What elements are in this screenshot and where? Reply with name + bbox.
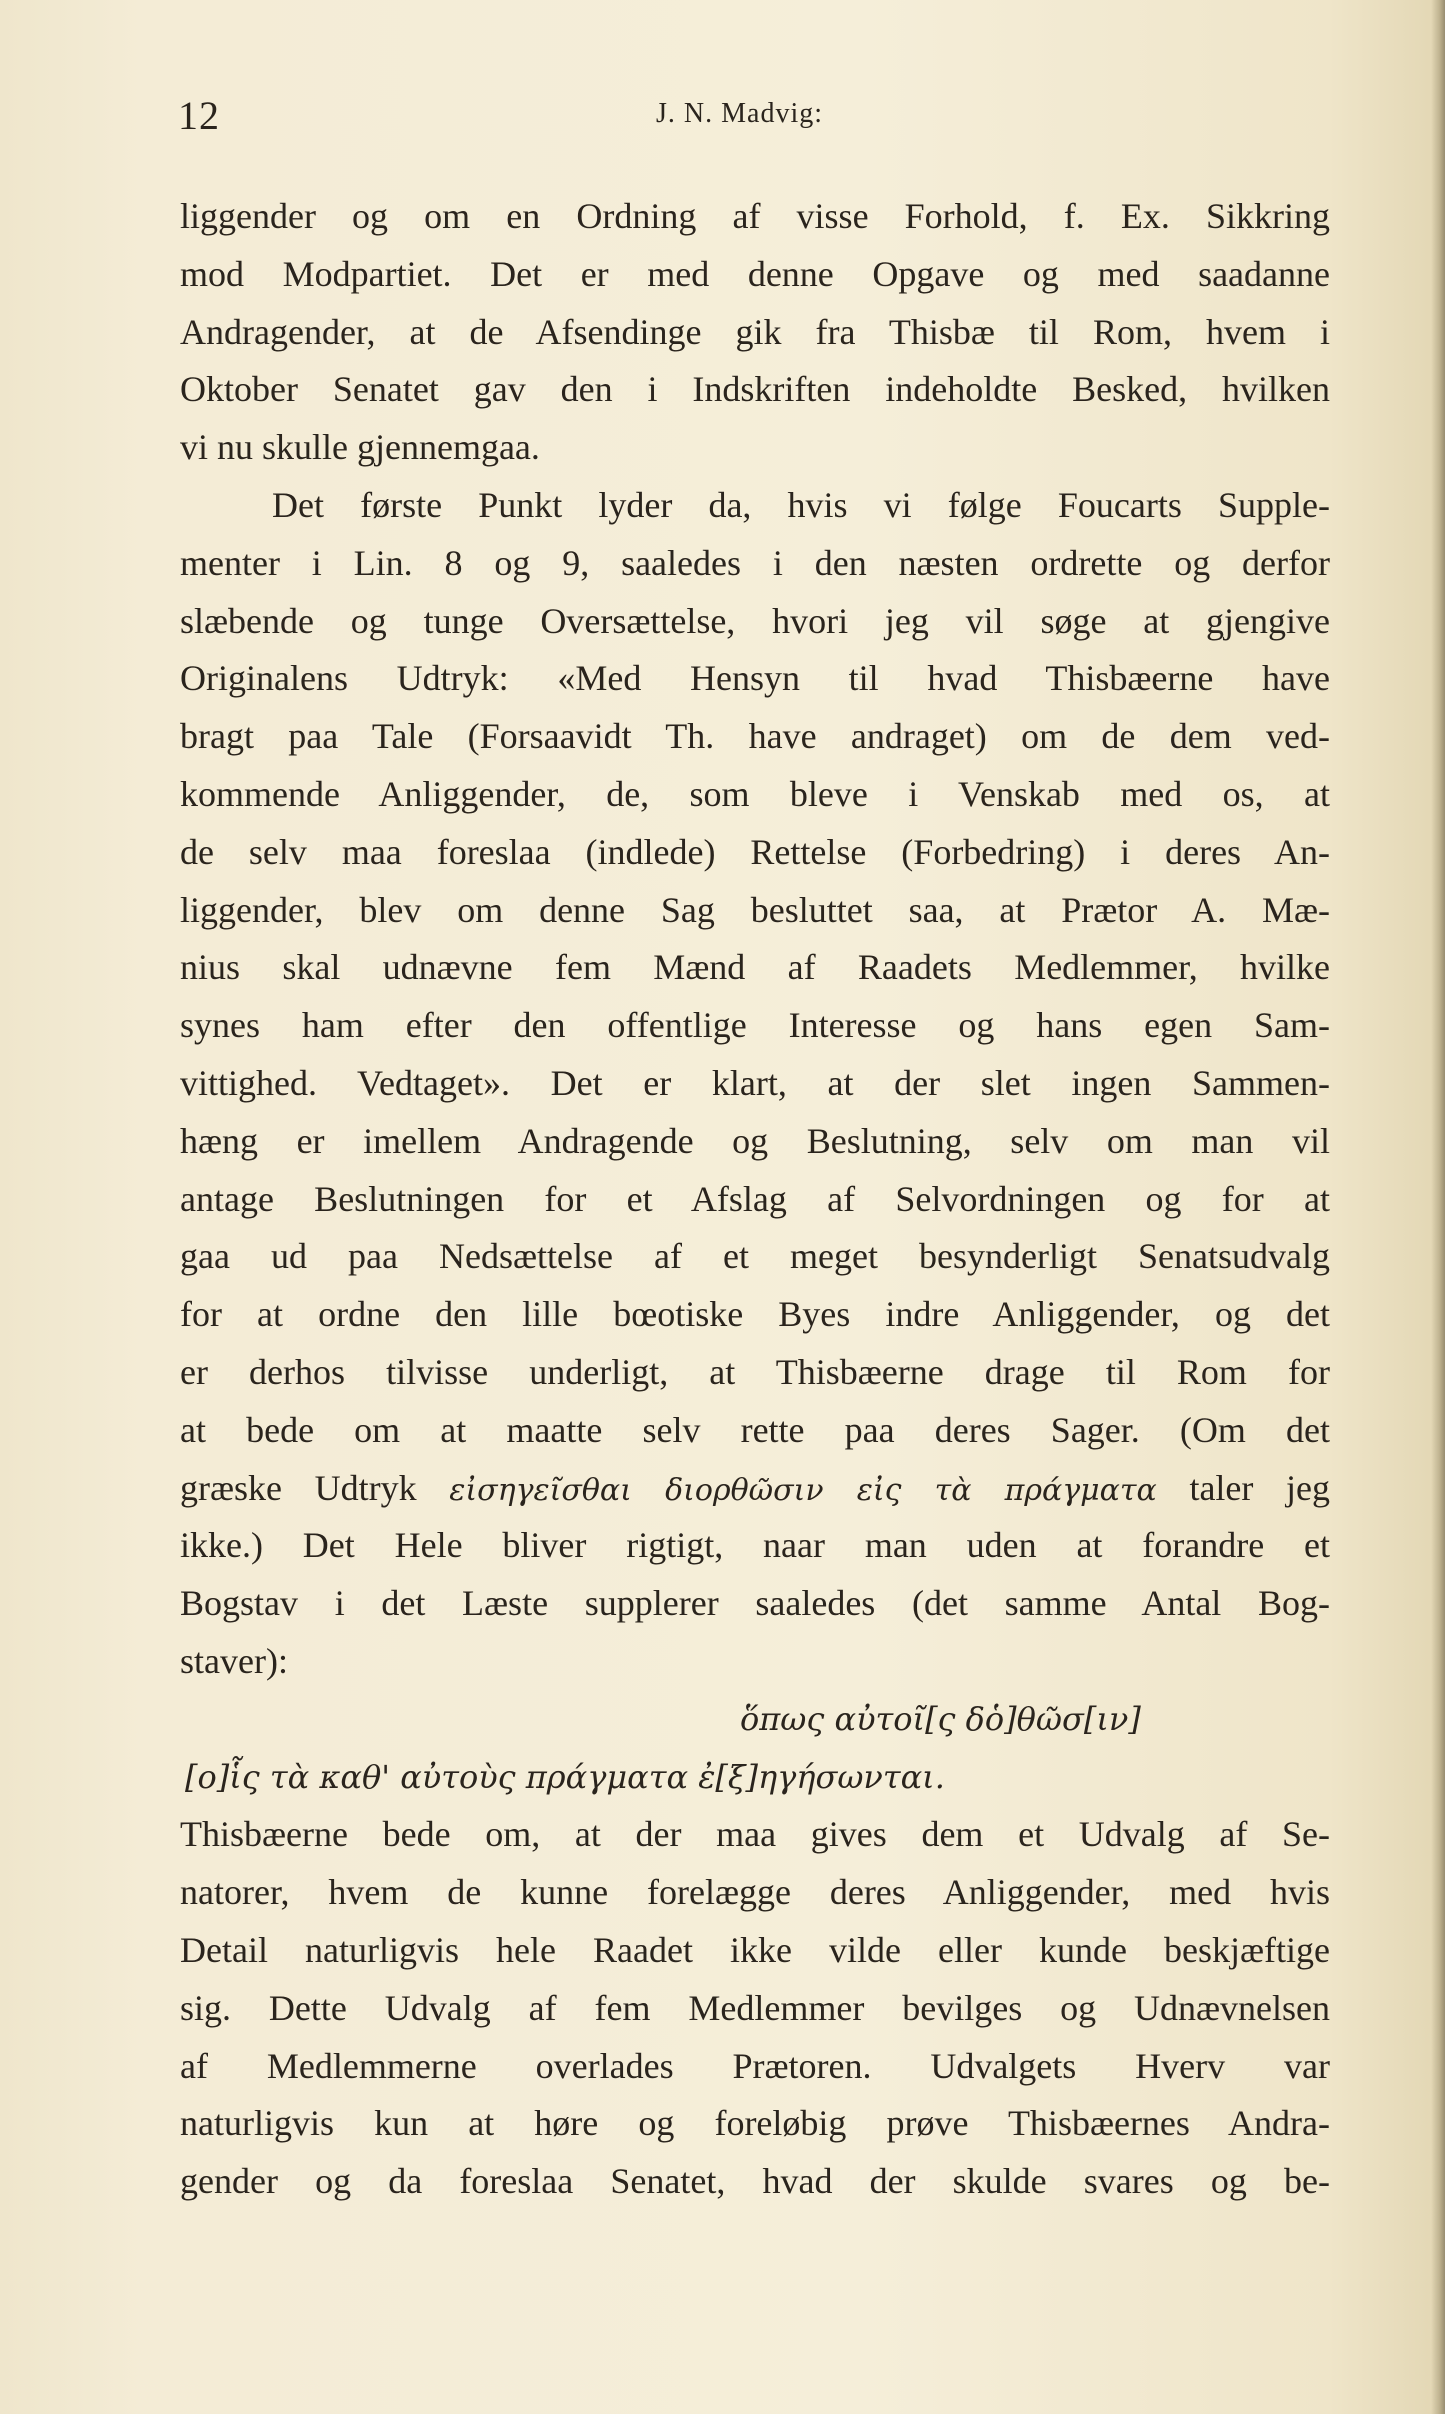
text-line: at bede om at maatte selv rette paa deres Sager. (Om det xyxy=(180,1409,1330,1450)
text-line: gender og da foreslaa Senatet, hvad der skulde svares og be- xyxy=(180,2161,1330,2202)
text-line: Originalens Udtryk: «Med Hensyn til hvad Thisbæerne have xyxy=(180,658,1330,699)
text-line: synes ham efter den offentlige Interesse og hans egen Sam- xyxy=(180,1005,1330,1046)
body-text xyxy=(180,188,1330,2211)
page-header xyxy=(178,92,1328,142)
text-line: af Medlemmerne overlades Prætoren. Udvalgets Hverv var xyxy=(180,2045,1330,2086)
text-line: slæbende og tunge Oversættelse, hvori jeg vil søge at gjengive xyxy=(180,600,1330,641)
text-line: natorer, hvem de kunne forelægge deres Anliggender, med hvis xyxy=(180,1872,1330,1913)
text-fragment: taler jeg xyxy=(1189,1467,1330,1508)
greek-quote-line: [ο]ἷς τὰ καθ' αὐτοὺς πράγματα ἐ[ξ]ηγήσωνται. xyxy=(185,1757,945,1796)
text-line: staver): xyxy=(180,1640,288,1681)
text-line: hæng er imellem Andragende og Beslutning, selv om man vil xyxy=(180,1120,1330,1161)
text-fragment: græske Udtryk xyxy=(180,1467,417,1508)
text-line: de selv maa foreslaa (indlede) Rettelse (Forbedring) i deres An- xyxy=(180,831,1330,872)
page-number: 12 xyxy=(178,93,220,138)
text-line: Oktober Senatet gav den i Indskriften indeholdte Besked, hvilken xyxy=(180,369,1330,410)
text-line: sig. Dette Udvalg af fem Medlemmer bevilges og Udnævnelsen xyxy=(180,1987,1330,2028)
text-line: ikke.) Det Hele bliver rigtigt, naar man uden at forandre et xyxy=(180,1525,1330,1566)
text-line-with-greek xyxy=(180,1460,1330,1518)
text-line: liggender, blev om denne Sag besluttet saa, at Prætor A. Mæ- xyxy=(180,889,1330,930)
text-line: bragt paa Tale (Forsaavidt Th. have andraget) om de dem ved- xyxy=(180,716,1330,757)
page-edge-shadow xyxy=(1431,0,1445,2414)
text-line: gaa ud paa Nedsættelse af et meget besynderligt Senatsudvalg xyxy=(180,1236,1330,1277)
greek-quote-line: ὅπως αὐτοῖ[ς δὁ]θῶσ[ιν] xyxy=(740,1699,1141,1738)
text-line: Andragender, at de Afsendinge gik fra Thisbæ til Rom, hvem i xyxy=(180,311,1330,352)
text-line: for at ordne den lille bœotiske Byes indre Anliggender, og det xyxy=(180,1294,1330,1335)
running-head: J. N. Madvig: xyxy=(656,98,823,129)
paragraph-start-line: Det første Punkt lyder da, hvis vi følge Foucarts Supple- xyxy=(272,484,1330,525)
text-line: liggender og om en Ordning af visse Forhold, f. Ex. Sikkring xyxy=(180,196,1330,236)
text-line: menter i Lin. 8 og 9, saaledes i den næsten ordrette og derfor xyxy=(180,542,1330,583)
text-line: Detail naturligvis hele Raadet ikke vilde eller kunde beskjæftige xyxy=(180,1929,1330,1970)
text-line: nius skal udnævne fem Mænd af Raadets Medlemmer, hvilke xyxy=(180,947,1330,988)
text-line: vi nu skulle gjennemgaa. xyxy=(180,427,540,468)
text-line: antage Beslutningen for et Afslag af Selvordningen og for at xyxy=(180,1178,1330,1219)
text-line: er derhos tilvisse underligt, at Thisbæerne drage til Rom for xyxy=(180,1351,1330,1392)
text-line: naturligvis kun at høre og foreløbig prøve Thisbæernes Andra- xyxy=(180,2103,1330,2144)
greek-phrase: εἰσηγεῖσθαι διορθῶσιν εἰς τὰ πράγματα xyxy=(449,1472,1157,1508)
text-line: vittighed. Vedtaget». Det er klart, at der slet ingen Sammen- xyxy=(180,1062,1330,1103)
text-line: kommende Anliggender, de, som bleve i Venskab med os, at xyxy=(180,773,1330,814)
text-line: Thisbæerne bede om, at der maa gives dem et Udvalg af Se- xyxy=(180,1814,1330,1855)
text-line: Bogstav i det Læste supplerer saaledes (det samme Antal Bog- xyxy=(180,1583,1330,1624)
text-line: mod Modpartiet. Det er med denne Opgave og med saadanne xyxy=(180,253,1330,294)
